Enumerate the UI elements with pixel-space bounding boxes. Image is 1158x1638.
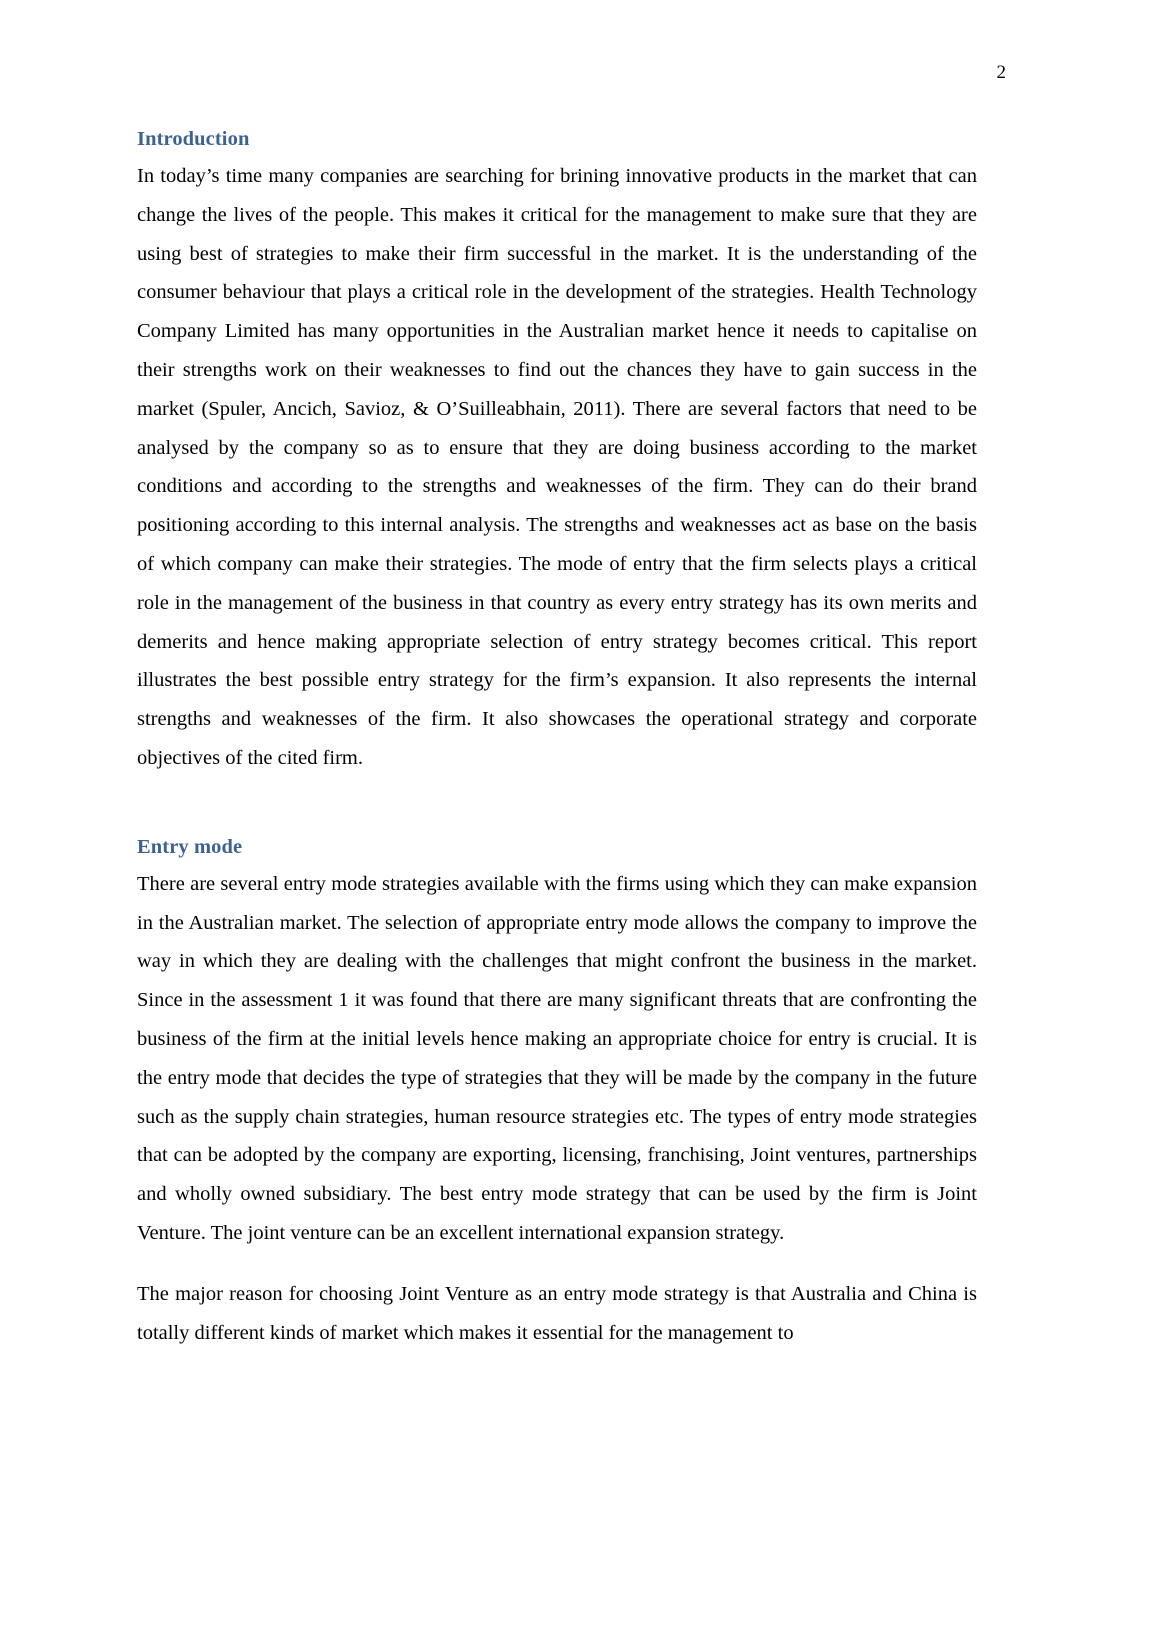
section-heading-introduction: Introduction	[137, 128, 250, 150]
paragraph: In today’s time many companies are searching for brining innovative products in the market that can change the lives of the people. This makes it critical for the management to make sure that they are using best of strategies to make their firm successful in the market. It is the understanding of the consumer behaviour that plays a critical role in the development of the strategies. Health Technology Company Limited has many opportunities in the Australian market hence it needs to capitalise on their strengths work on their weaknesses to find out the chances they have to gain success in the market (Spuler, Ancich, Savioz, & O’Suilleabhain, 2011). There are several factors that need to be analysed by the company so as to ensure that they are doing business according to the market conditions and according to the strengths and weaknesses of the firm. They can do their brand positioning according to this internal analysis. The strengths and weaknesses act as base on the basis of which company can make their strategies. The mode of entry that the firm selects plays a critical role in the management of the business in that country as every entry strategy has its own merits and demerits and hence making appropriate selection of entry strategy becomes critical. This report illustrates the best possible entry strategy for the firm’s expansion. It also represents the internal strengths and weaknesses of the firm. It also showcases the operational strategy and corporate objectives of the cited firm.	[137, 165, 977, 769]
page-number: 2	[996, 62, 1006, 83]
document-body	[137, 128, 977, 1352]
paragraph: The major reason for choosing Joint Venture as an entry mode strategy is that Australia and China is totally different kinds of market which makes it essential for the management to	[137, 1282, 977, 1344]
paragraph: There are several entry mode strategies available with the firms using which they can make expansion in the Australian market. The selection of appropriate entry mode allows the company to improve the way in which they are dealing with the challenges that might confront the business in the market. Since in the assessment 1 it was found that there are many significant threats that are confronting the business of the firm at the initial levels hence making an appropriate choice for entry is crucial. It is the entry mode that decides the type of strategies that they will be made by the company in the future such as the supply chain strategies, human resource strategies etc. The types of entry mode strategies that can be adopted by the company are exporting, licensing, franchising, Joint ventures, partnerships and wholly owned subsidiary. The best entry mode strategy that can be used by the firm is Joint Venture. The joint venture can be an excellent international expansion strategy.	[137, 872, 977, 1244]
section-heading-entry-mode: Entry mode	[137, 835, 243, 858]
